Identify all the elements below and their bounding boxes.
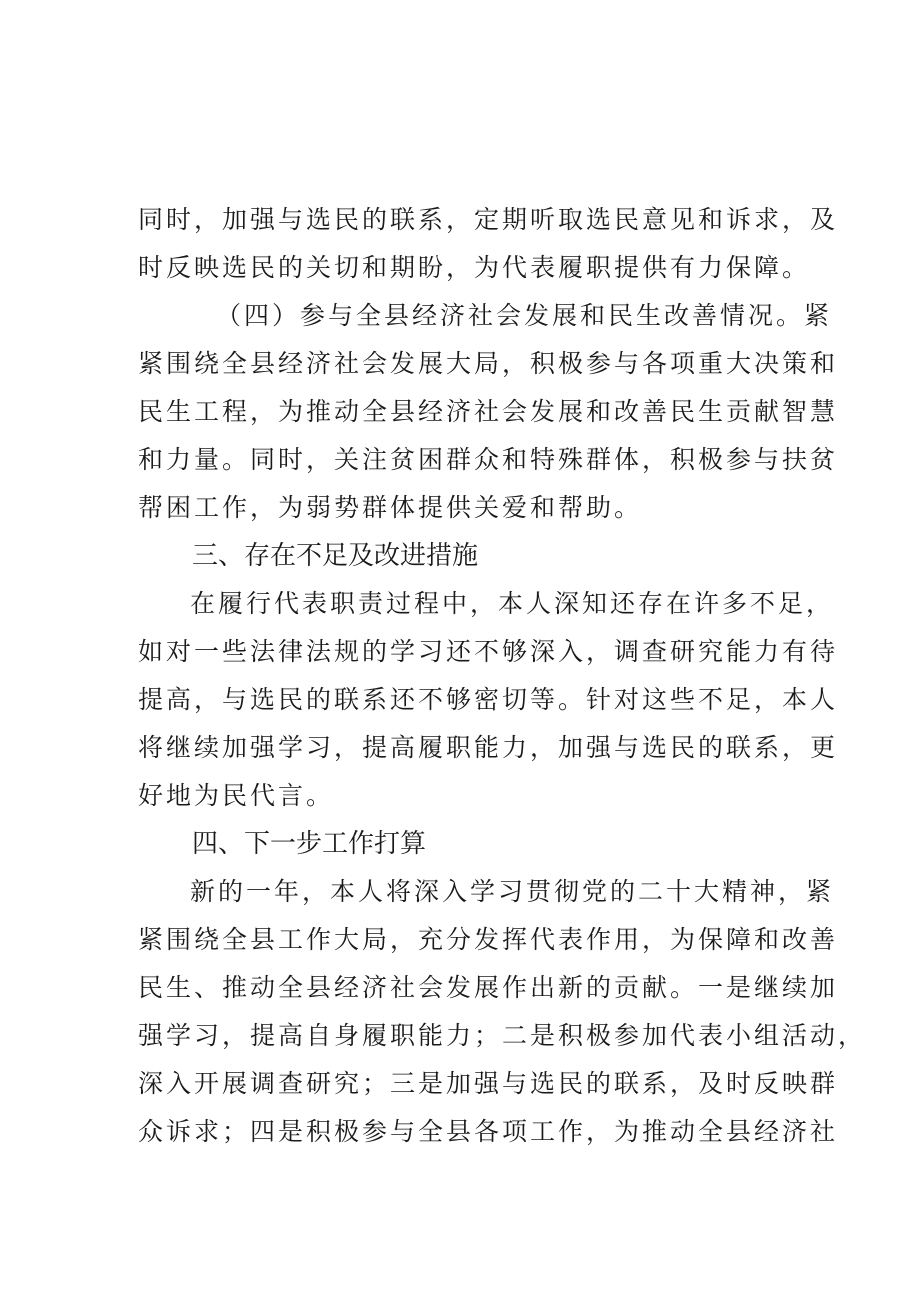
paragraph-next-steps [138,868,867,1156]
text-line: 强学习，提高自身履职能力；二是积极参加代表小组活动， [138,1021,867,1050]
text-line: 新的一年，本人将深入学习贯彻党的二十大精神，紧 [190,877,835,906]
document-body [138,196,867,1156]
text-line: （四）参与全县经济社会发展和民生改善情况。紧 [216,301,833,330]
text-line: 如对一些法律法规的学习还不够深入，调查研究能力有待 [138,637,839,666]
text-line: 深入开展调查研究；三是加强与选民的联系，及时反映群 [138,1069,839,1098]
text-line: 好地为民代言。 [138,781,335,810]
text-line: 众诉求；四是积极参与全县各项工作，为推动全县经济社 [138,1117,839,1146]
text-line: 提高，与选民的联系还不够密切等。针对这些不足，本人 [138,685,839,714]
text-line: 将继续加强学习，提高履职能力，加强与选民的联系，更 [138,733,839,762]
text-line: 民生工程，为推动全县经济社会发展和改善民生贡献智慧 [138,397,839,426]
paragraph-economic-development [138,292,839,532]
text-line: 民生、推动全县经济社会发展作出新的贡献。一是继续加 [138,973,839,1002]
text-line: 紧围绕全县经济社会发展大局，积极参与各项重大决策和 [138,349,839,378]
text-line: 帮困工作，为弱势群体提供关爱和帮助。 [138,493,643,522]
text-line: 和力量。同时，关注贫困群众和特殊群体，积极参与扶贫 [138,445,839,474]
text-line: 同时，加强与选民的联系，定期听取选民意见和诉求，及 [138,205,839,234]
paragraph-representative-liaison [138,196,839,292]
paragraph-shortcomings [138,580,839,820]
section-heading-next-steps: 四、下一步工作打算 [192,829,427,859]
text-line: 在履行代表职责过程中，本人深知还存在许多不足， [190,589,835,618]
text-line: 时反映选民的关切和期盼，为代表履职提供有力保障。 [138,253,811,282]
section-heading-shortcomings: 三、存在不足及改进措施 [192,541,479,571]
text-line: 紧围绕全县工作大局，充分发挥代表作用，为保障和改善 [138,925,839,954]
